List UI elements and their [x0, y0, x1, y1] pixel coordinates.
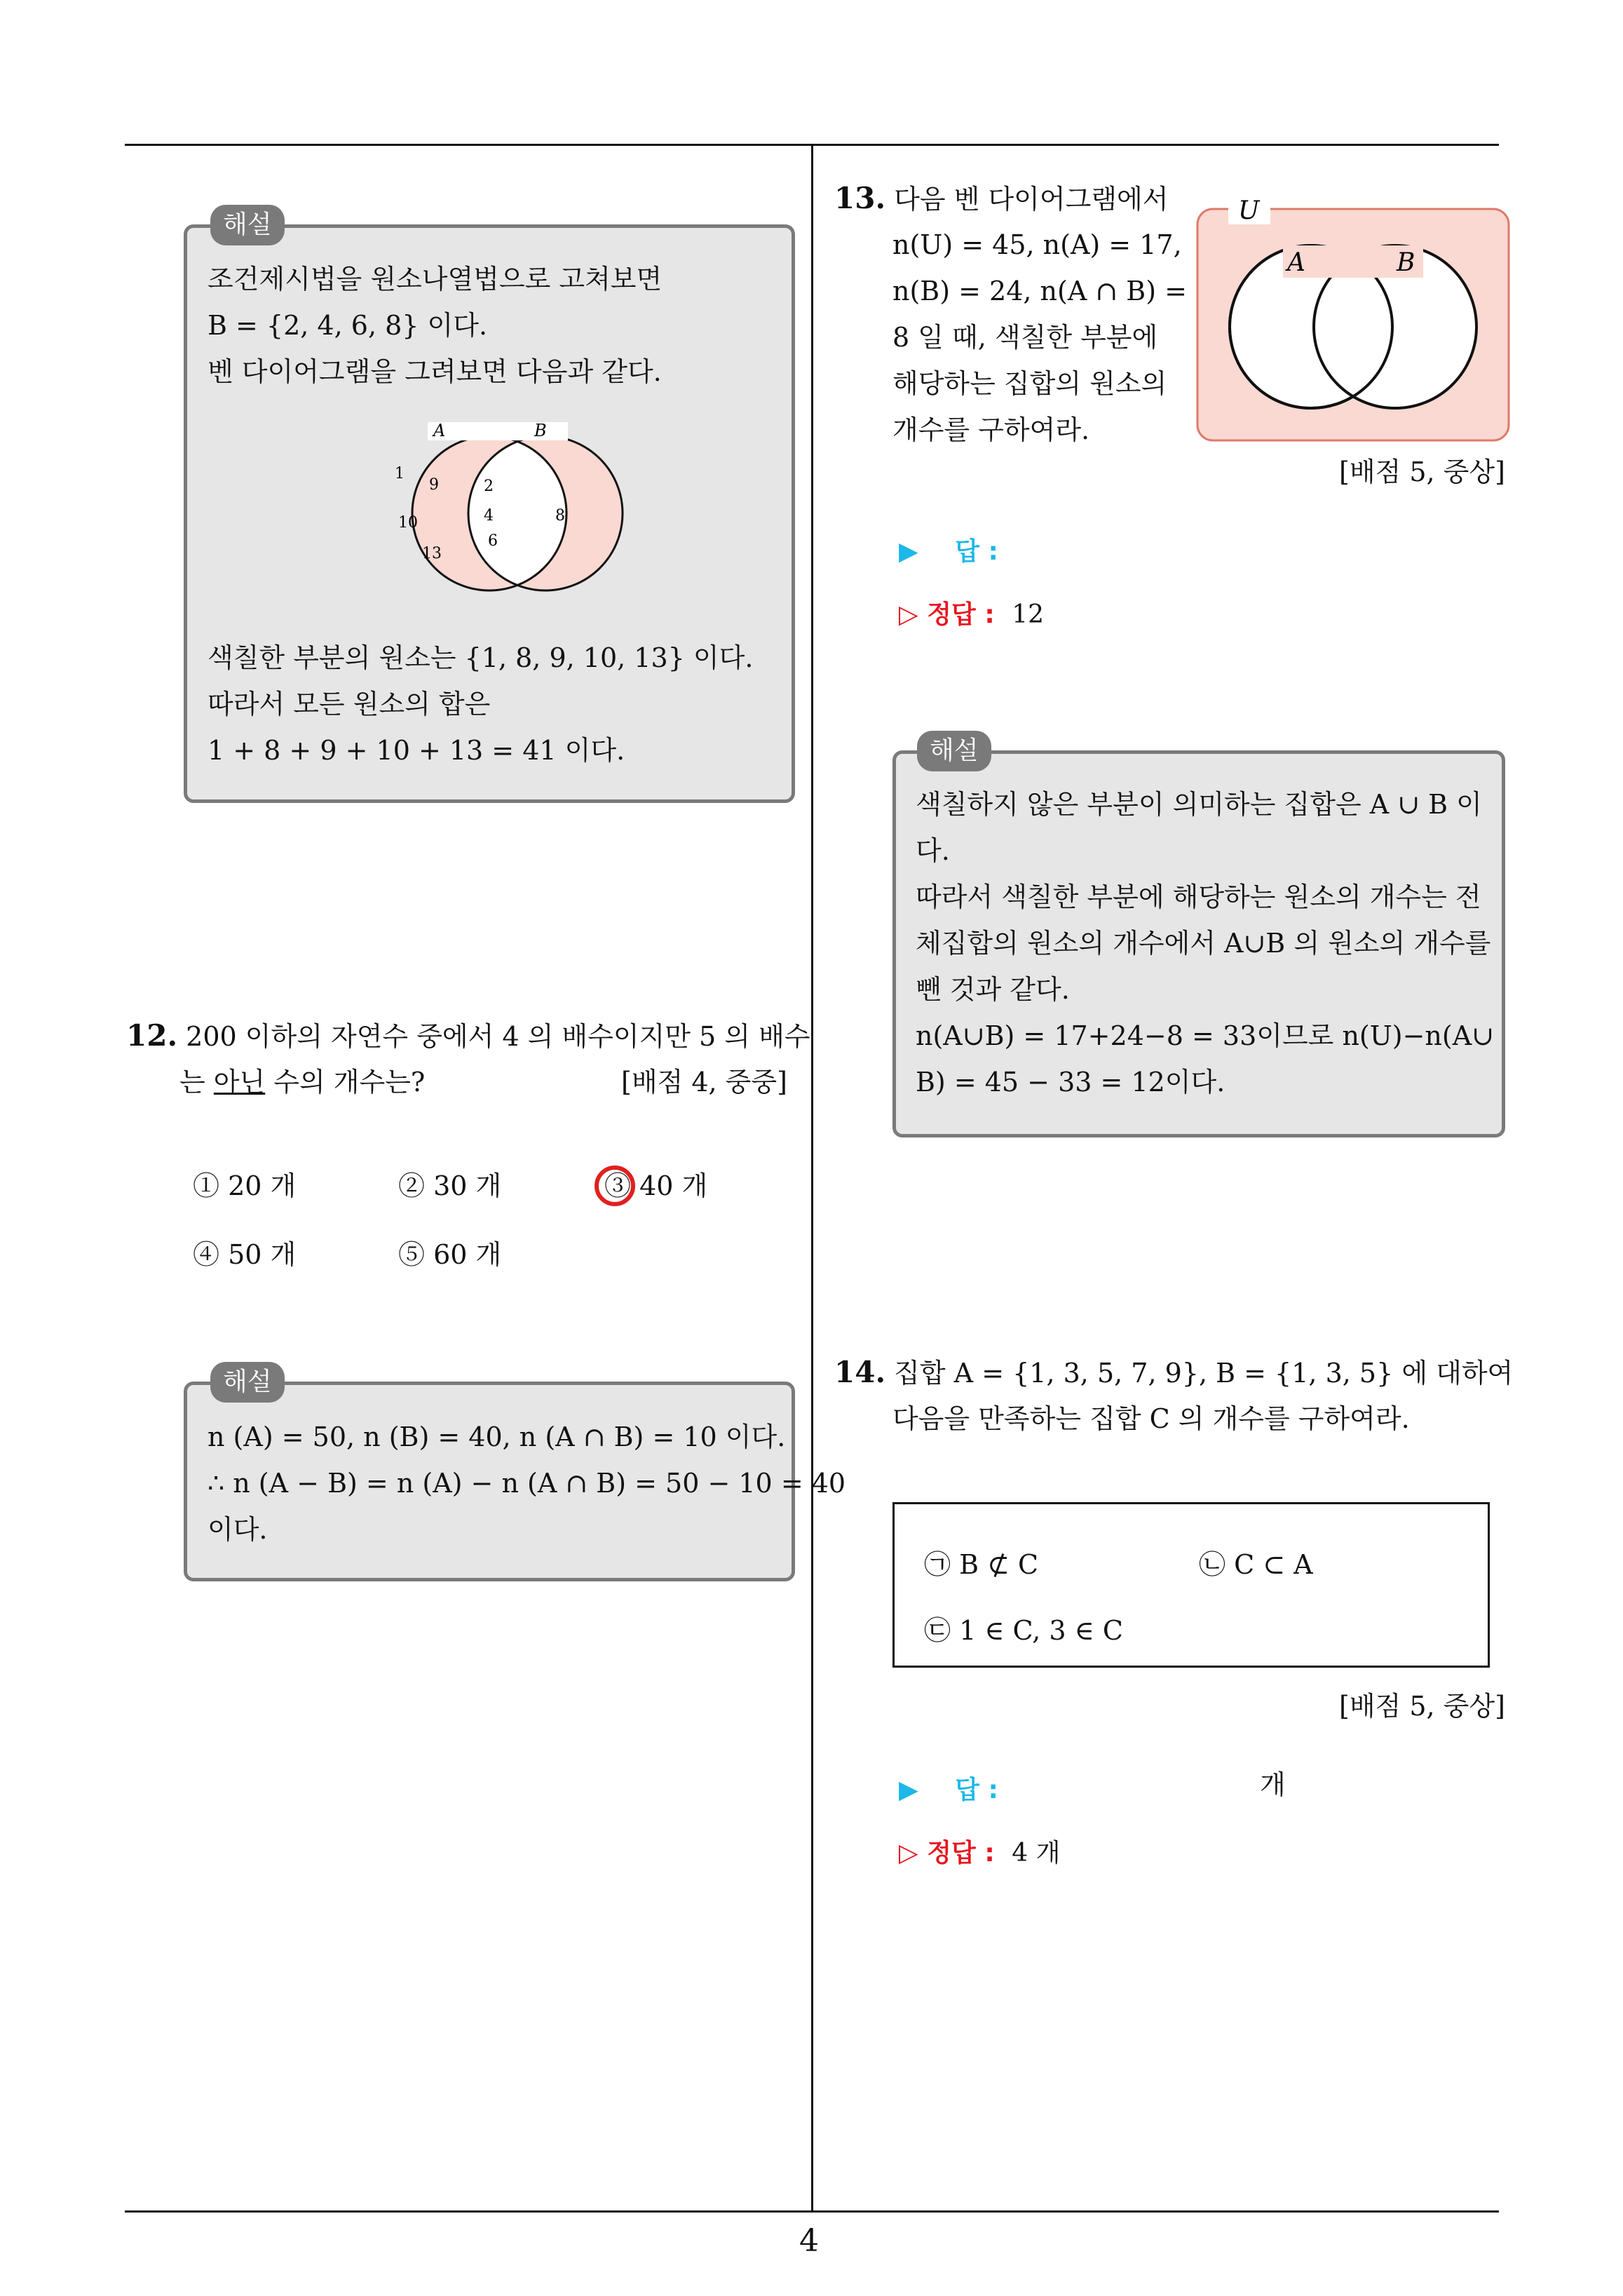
q14-line-1 — [834, 1349, 1513, 1396]
q14-text-1: 집합 A = {1, 3, 5, 7, 9}, B = {1, 3, 5} 에 대하여 — [894, 1358, 1514, 1389]
play-triangle-icon: ▶ — [899, 537, 918, 566]
q12-underlined-word: 아닌 — [213, 1067, 266, 1098]
q14-answer-input[interactable] — [1010, 1767, 1248, 1802]
q14-line-2: 다음을 만족하는 집합 C 의 개수를 구하여라. — [892, 1403, 1410, 1434]
q12-text-2a: 는 — [179, 1067, 214, 1098]
box3-line-6: n(A∪B) = 17+24−8 = 33이므로 n(U)−n(A∪ — [916, 1020, 1495, 1051]
q13-answer-row — [899, 532, 998, 567]
q13-line-1 — [834, 175, 1168, 222]
q12-line-1 — [126, 1013, 810, 1060]
venn1-element: 1 — [395, 465, 405, 482]
q12-choice-3[interactable]: ③ 40 개 — [604, 1170, 708, 1201]
box3-line-1: 색칠하지 않은 부분이 의미하는 집합은 A ∪ B 이 — [916, 789, 1482, 820]
box1-line-3: 벤 다이어그램을 그려보면 다음과 같다. — [208, 356, 662, 387]
explanation-tag-3: 해설 — [917, 731, 991, 771]
q14-points: [배점 5, 중상] — [1339, 1691, 1505, 1722]
box1-line-2: B = {2, 4, 6, 8} 이다. — [208, 310, 488, 341]
q14-correct-label: 정답 : — [927, 1839, 995, 1868]
q12-line-2 — [179, 1059, 425, 1105]
box3-line-5: 뺀 것과 같다. — [916, 974, 1070, 1005]
box2-line-3: 이다. — [208, 1514, 268, 1545]
box1-result-line-3: 1 + 8 + 9 + 10 + 13 = 41 이다. — [208, 735, 625, 766]
q13-correct-value: 12 — [1012, 600, 1045, 629]
box3-line-2: 다. — [916, 835, 950, 866]
bottom-rule — [125, 2210, 1499, 2213]
q14-answer-row — [899, 1770, 998, 1806]
box3-line-3: 따라서 색칠한 부분에 해당하는 원소의 개수는 전 — [916, 882, 1481, 912]
box3-line-4: 체집합의 원소의 개수에서 A∪B 의 원소의 개수를 — [916, 928, 1491, 959]
venn1-element: 8 — [555, 507, 565, 525]
column-divider — [811, 146, 813, 2211]
q14-condition-2: ㉡ C ⊂ A — [1199, 1549, 1313, 1580]
q12-choice-5[interactable]: ⑤ 60 개 — [398, 1239, 502, 1270]
q13-answer-input[interactable] — [1010, 529, 1360, 565]
box3-line-7: B) = 45 − 33 = 12이다. — [916, 1067, 1225, 1098]
q12-number: 12. — [126, 1018, 178, 1053]
venn-diagram-2 — [1192, 189, 1514, 449]
q13-line-3: n(B) = 24, n(A ∩ B) = — [892, 276, 1187, 306]
q13-line-5: 해당하는 집합의 원소의 — [892, 368, 1167, 399]
box1-result-line-2: 따라서 모든 원소의 합은 — [208, 689, 491, 720]
box1-result-line-1: 색칠한 부분의 원소는 {1, 8, 9, 10, 13} 이다. — [208, 642, 754, 673]
q14-condition-1: ㉠ B ⊄ C — [924, 1549, 1039, 1580]
venn1-label-b: B — [534, 421, 547, 440]
box1-line-1: 조건제시법을 원소나열법으로 고쳐보면 — [208, 264, 663, 295]
q13-line-6: 개수를 구하여라. — [892, 414, 1090, 445]
q12-text-2b: 수의 개수는? — [265, 1067, 426, 1098]
venn1-element: 6 — [488, 532, 498, 550]
q13-points: [배점 5, 중상] — [1339, 457, 1505, 487]
q13-line-2: n(U) = 45, n(A) = 17, — [892, 229, 1182, 260]
venn2-label-u: U — [1238, 196, 1260, 225]
venn1-element: 13 — [422, 545, 442, 562]
q13-correct-label: 정답 : — [927, 600, 995, 629]
q14-answer-label: 답 : — [955, 1776, 998, 1804]
venn1-element: 4 — [484, 507, 494, 525]
explanation-tag-2: 해설 — [210, 1362, 285, 1403]
q14-correct-row — [899, 1833, 1060, 1869]
venn2-label-a: A — [1287, 248, 1305, 277]
q14-correct-value: 4 개 — [1012, 1839, 1061, 1868]
q14-condition-3: ㉢ 1 ∈ C, 3 ∈ C — [924, 1615, 1123, 1646]
outline-triangle-icon: ▷ — [899, 1839, 918, 1868]
play-triangle-icon: ▶ — [899, 1776, 918, 1804]
page-number: 4 — [799, 2223, 819, 2259]
q12-choice-4[interactable]: ④ 50 개 — [193, 1239, 297, 1270]
q12-choice-2[interactable]: ② 30 개 — [398, 1170, 502, 1201]
q13-number: 13. — [834, 181, 886, 215]
venn1-element: 2 — [484, 478, 494, 495]
box2-line-1: n (A) = 50, n (B) = 40, n (A ∩ B) = 10 이다. — [208, 1422, 786, 1452]
box2-line-2: ∴ n (A − B) = n (A) − n (A ∩ B) = 50 − 10 = 40 — [208, 1468, 846, 1499]
q12-text-1: 200 이하의 자연수 중에서 4 의 배수이지만 5 의 배수 — [186, 1021, 810, 1052]
q13-line-4: 8 일 때, 색칠한 부분에 — [892, 322, 1158, 353]
venn1-element: 10 — [398, 514, 418, 532]
q13-text-1: 다음 벤 다이어그램에서 — [894, 184, 1169, 215]
selected-choice-mark — [595, 1166, 635, 1206]
venn2-label-b: B — [1397, 248, 1415, 277]
explanation-tag-1: 해설 — [210, 205, 285, 245]
q13-answer-label: 답 : — [955, 537, 998, 566]
q14-answer-unit: 개 — [1260, 1769, 1286, 1800]
outline-triangle-icon: ▷ — [899, 600, 918, 629]
q13-correct-row — [899, 595, 1044, 630]
venn1-element: 9 — [429, 476, 439, 494]
venn-diagram-1 — [351, 421, 631, 603]
q12-choice-1[interactable]: ① 20 개 — [193, 1170, 297, 1201]
q12-points: [배점 4, 중중] — [621, 1067, 787, 1098]
venn1-label-a: A — [433, 421, 446, 440]
q14-number: 14. — [834, 1355, 886, 1389]
